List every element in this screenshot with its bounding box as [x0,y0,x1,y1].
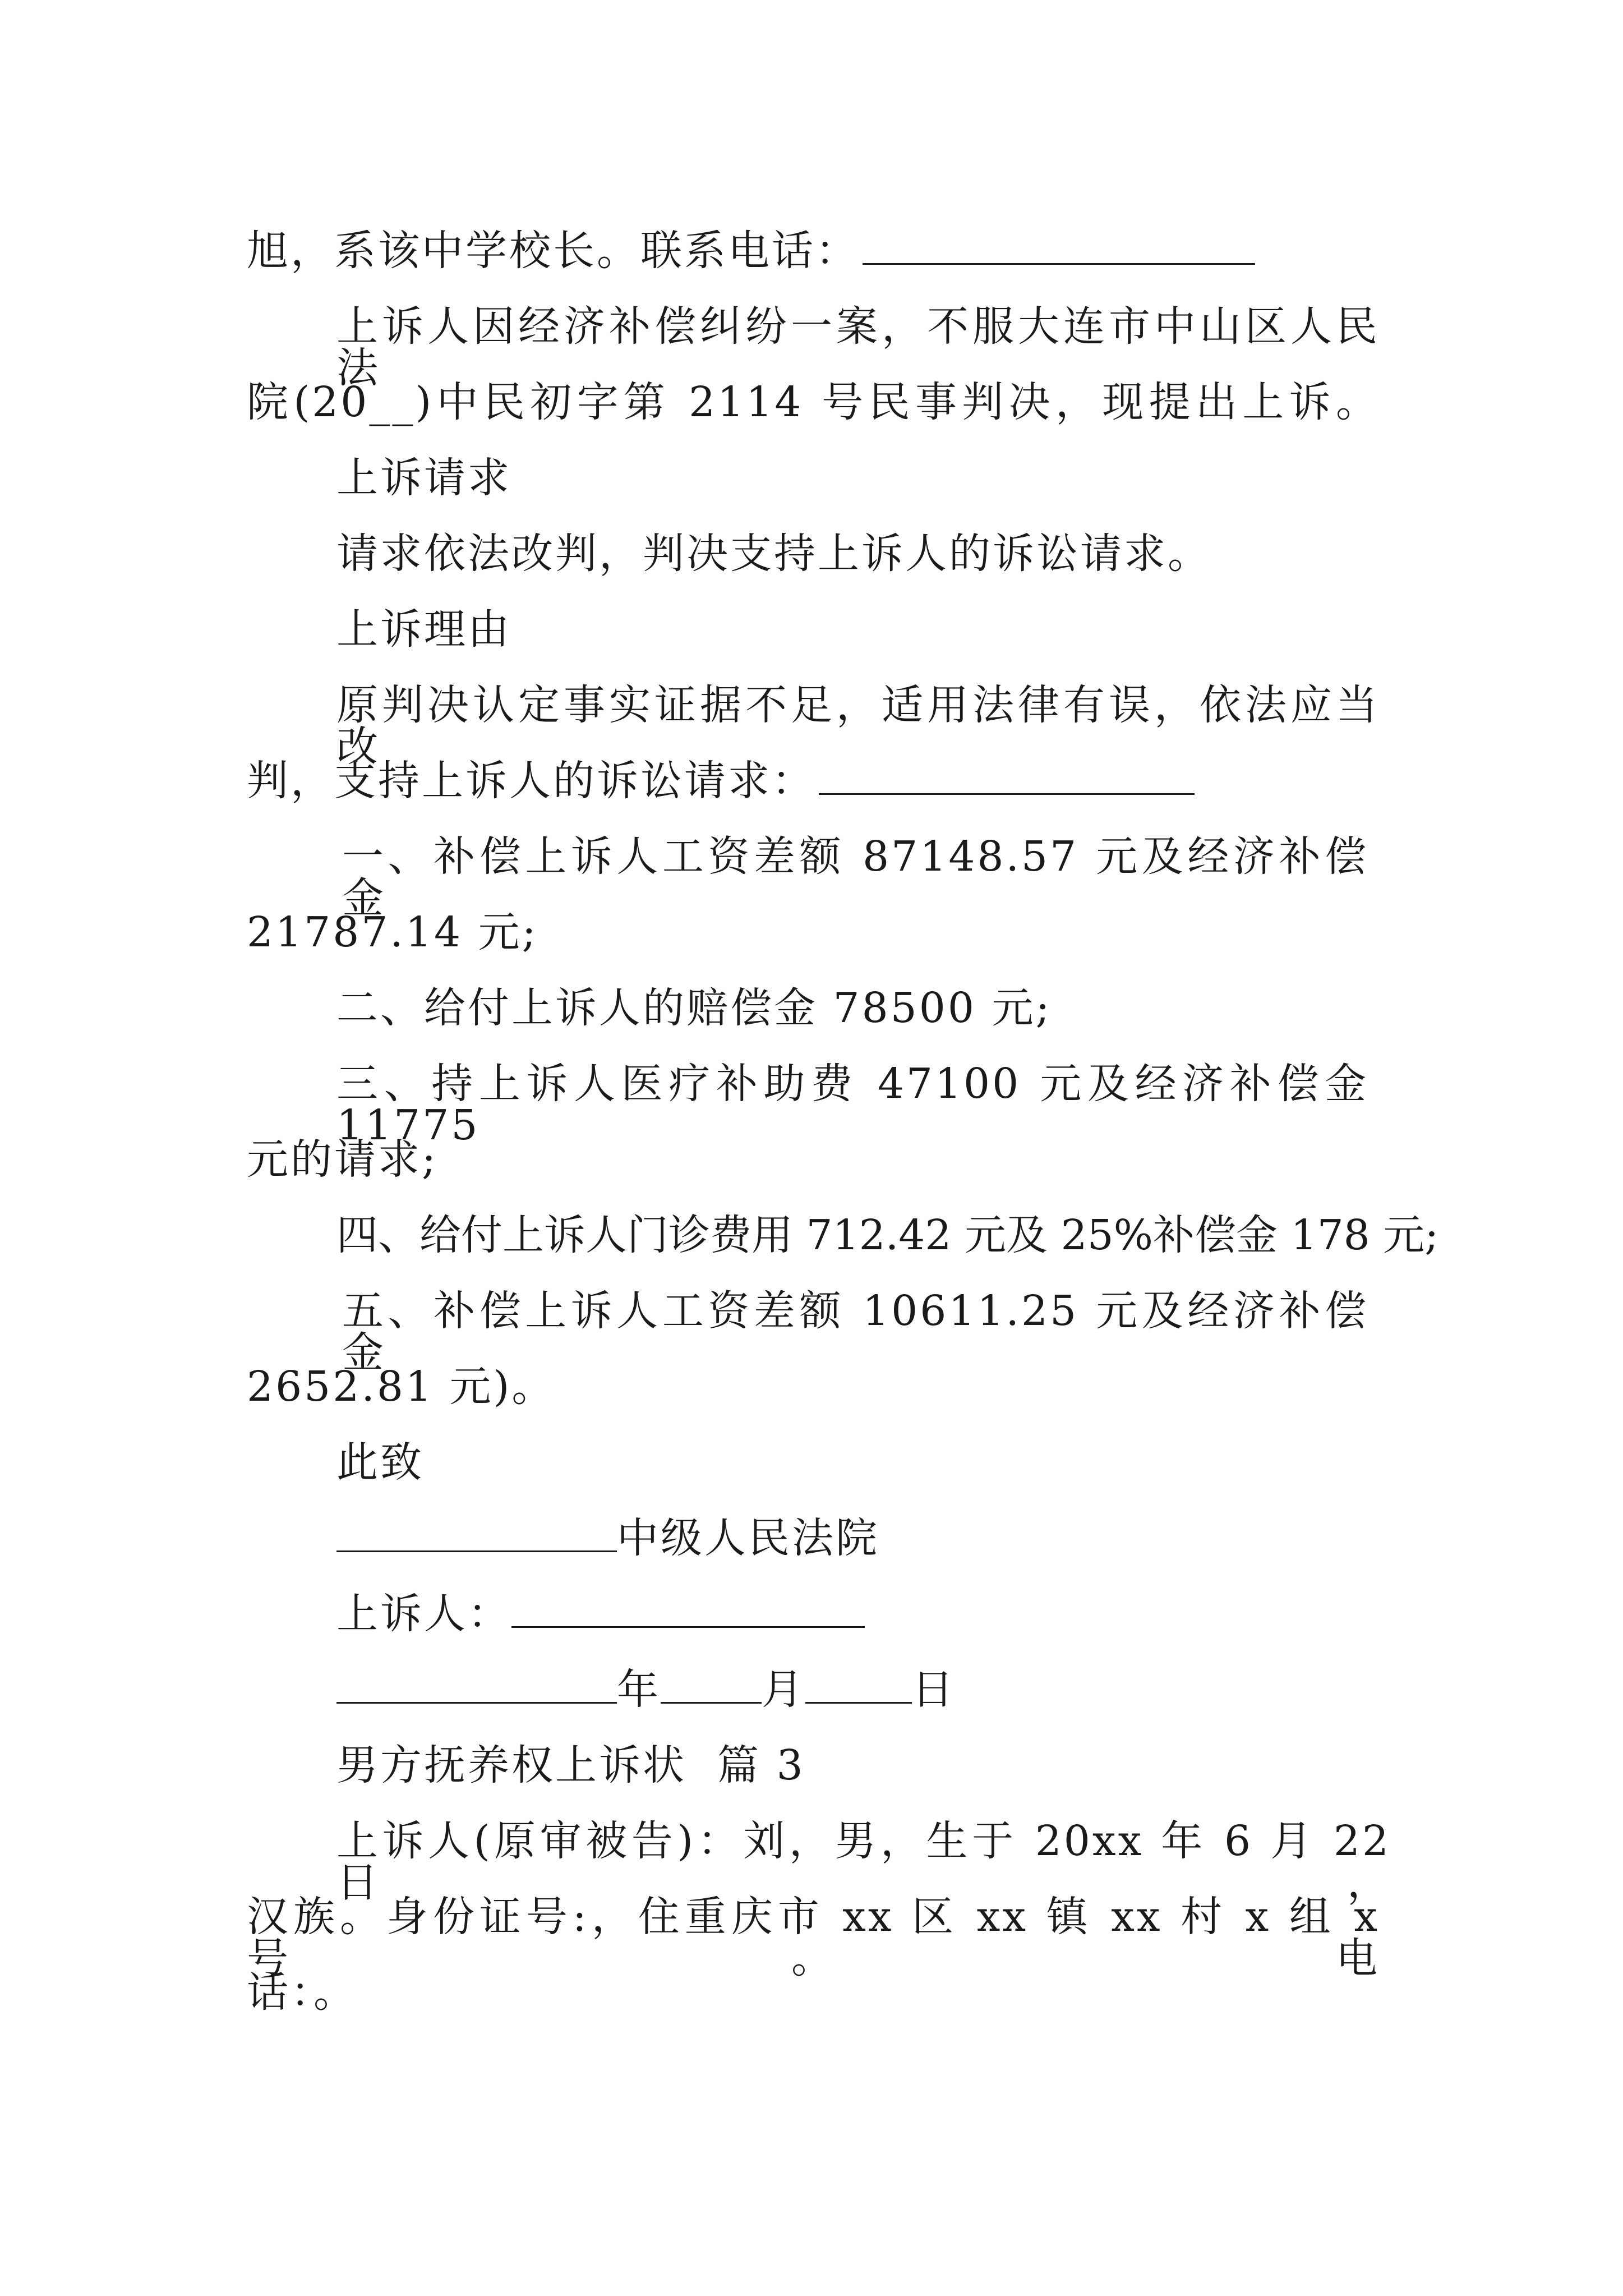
text-line: 21787.14 元; [247,908,538,956]
line-text: 中级人民法院 [617,1514,879,1562]
text-line: 汉族。身份证号:，住重庆市 xx 区 xx 镇 xx 村 x 组 x 号。电 [247,1893,1380,1982]
text-line: 请求依法改判，判决支持上诉人的诉讼请求。 [336,530,1211,578]
appellant-blank [511,1594,865,1628]
section-heading: 上诉理由 [336,605,511,654]
text-line [336,1514,879,1562]
text-line [247,757,1195,805]
text-line: 2652.81 元)。 [247,1363,556,1411]
phone-blank [863,231,1255,265]
text-line [247,227,1255,275]
blank-line [819,761,1195,795]
line-text: 上诉人： [336,1590,511,1638]
month-label: 月 [762,1665,805,1714]
year-blank [336,1669,617,1704]
text-line: 原判决认定事实证据不足，适用法律有误，依法应当改 [336,681,1380,771]
text-line [336,1590,865,1638]
line-text: 旭，系该中学校长。联系电话： [247,227,859,275]
text-line: 此致 [336,1438,424,1487]
day-label: 日 [912,1665,956,1714]
text-line: 院(20__)中民初字第 2114 号民事判决，现提出上诉。 [247,378,1380,426]
date-line [336,1665,956,1714]
year-label: 年 [617,1665,661,1714]
text-line: 上诉人(原审被告)：刘，男，生于 20xx 年 6 月 22 日， [336,1817,1391,1907]
text-line: 话：。 [247,1968,357,2017]
section-heading: 男方抚养权上诉状 篇 3 [336,1741,805,1789]
text-line: 五、补偿上诉人工资差额 10611.25 元及经济补偿金 [342,1287,1368,1377]
section-heading: 上诉请求 [336,454,511,502]
text-line: 二、给付上诉人的赔偿金 78500 元; [336,984,1052,1032]
line-text: 判，支持上诉人的诉讼请求： [247,757,815,805]
day-blank [805,1669,912,1704]
month-blank [661,1669,762,1704]
text-line: 元的请求; [247,1135,438,1184]
court-blank [336,1518,617,1552]
text-line: 一、补偿上诉人工资差额 87148.57 元及经济补偿金 [342,832,1368,922]
text-line: 上诉人因经济补偿纠纷一案，不服大连市中山区人民法 [336,302,1380,392]
text-line: 四、给付上诉人门诊费用 712.42 元及 25%补偿金 178 元; [336,1211,1439,1259]
text-line: 三、持上诉人医疗补助费 47100 元及经济补偿金 11775 [336,1060,1368,1149]
